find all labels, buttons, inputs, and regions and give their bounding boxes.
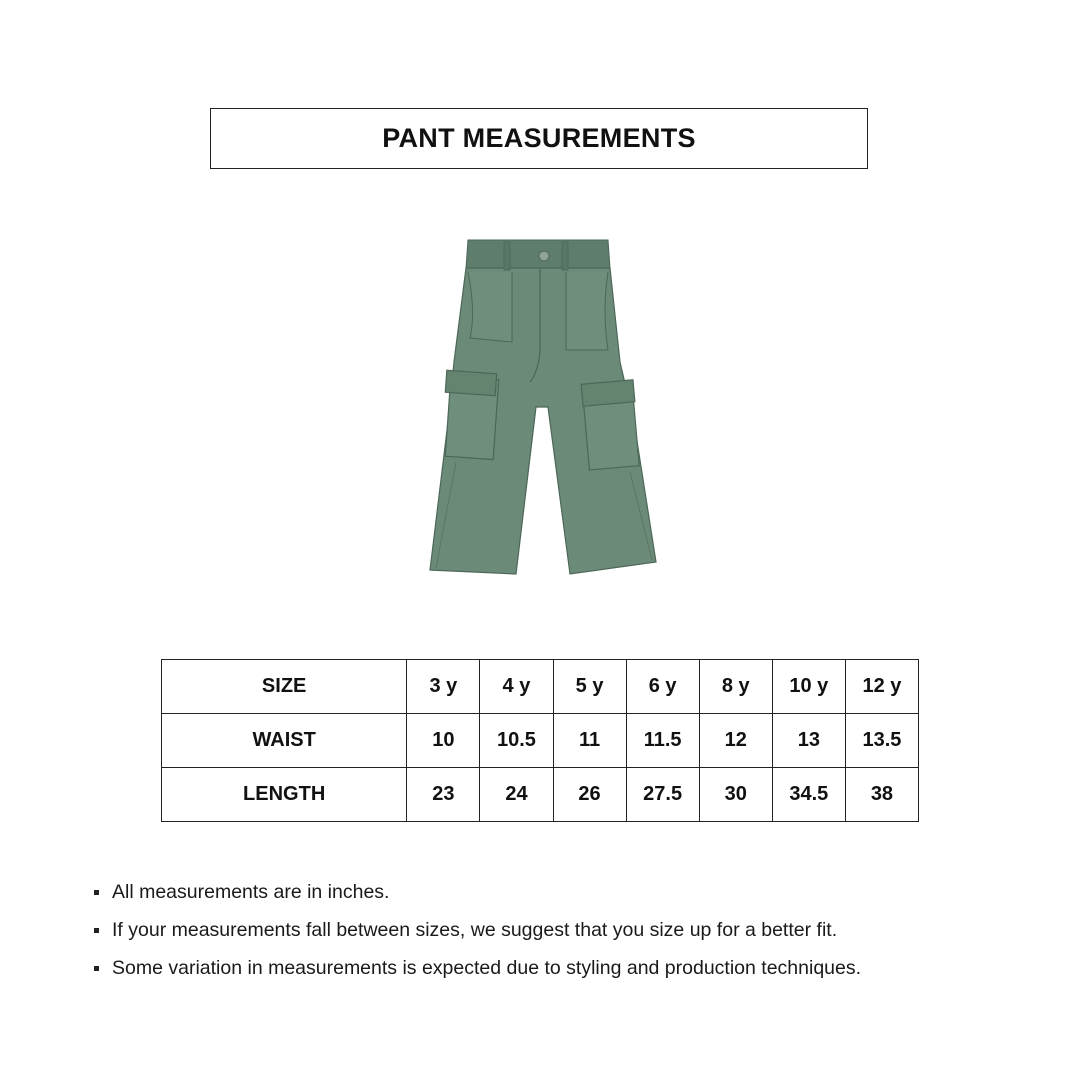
table-cell: 5 y (553, 660, 626, 714)
size-chart-table (161, 659, 919, 822)
note-item (92, 914, 861, 952)
table-row-length (162, 768, 919, 822)
row-label: WAIST (162, 714, 407, 768)
bullet-icon (94, 890, 99, 895)
table-cell: 23 (407, 768, 480, 822)
bullet-icon (94, 928, 99, 933)
page-title: PANT MEASUREMENTS (382, 123, 696, 153)
table-row-size (162, 660, 919, 714)
table-cell: 4 y (480, 660, 553, 714)
note-item (92, 952, 861, 990)
table-cell: 10 y (772, 660, 845, 714)
cargo-pants-illustration (420, 232, 665, 582)
table-cell: 24 (480, 768, 553, 822)
table-cell: 11.5 (626, 714, 699, 768)
table-cell: 10 (407, 714, 480, 768)
bullet-icon (94, 966, 99, 971)
table-cell: 38 (845, 768, 918, 822)
note-text: Some variation in measurements is expected due to styling and production techniques. (112, 957, 862, 979)
table-cell: 13 (772, 714, 845, 768)
notes-list (92, 876, 861, 990)
row-label: SIZE (162, 660, 407, 714)
table-cell: 3 y (407, 660, 480, 714)
table-cell: 34.5 (772, 768, 845, 822)
table-cell: 11 (553, 714, 626, 768)
table-cell: 6 y (626, 660, 699, 714)
table-cell: 10.5 (480, 714, 553, 768)
note-text: All measurements are in inches. (112, 881, 390, 903)
table-cell: 13.5 (845, 714, 918, 768)
note-text: If your measurements fall between sizes, we suggest that you size up for a better fit. (112, 919, 838, 941)
note-item (92, 876, 861, 914)
table-cell: 8 y (699, 660, 772, 714)
table-row-waist (162, 714, 919, 768)
table-cell: 30 (699, 768, 772, 822)
title-box (210, 108, 868, 169)
table-cell: 27.5 (626, 768, 699, 822)
table-cell: 12 y (845, 660, 918, 714)
table-cell: 26 (553, 768, 626, 822)
table-cell: 12 (699, 714, 772, 768)
row-label: LENGTH (162, 768, 407, 822)
